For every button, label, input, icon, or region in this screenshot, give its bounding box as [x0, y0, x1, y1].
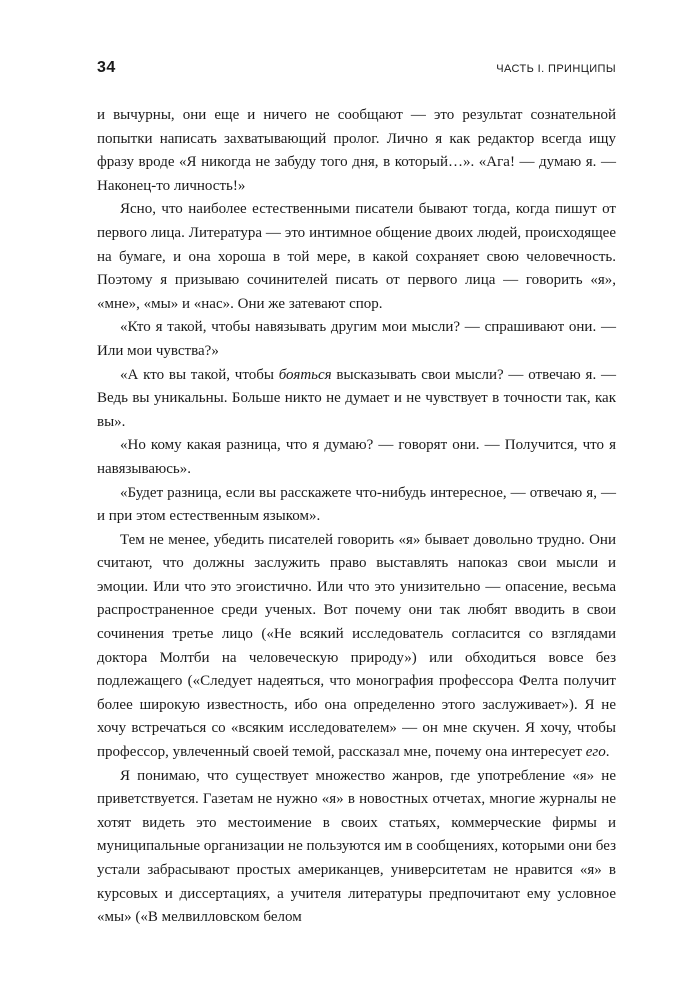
text-run: «Кто я такой, чтобы навязывать другим мои мысли? — спрашивают они. — Или мои чувства?»: [97, 319, 616, 359]
italic-text-run: бояться: [278, 366, 332, 383]
paragraph: [97, 482, 616, 529]
page-number: 34: [97, 59, 116, 76]
page-header: [97, 58, 616, 80]
text-run: и вычурны, они еще и ничего не сообщают — это результат сознательной попытки написать захватывающий пролог. Лично я как редактор всегда ищу фразу вроде «Я никогда не забуду того дня, в который…». «Ага! — думаю я. — Наконец-то личность!»: [97, 107, 616, 194]
text-run: Ясно, что наиболее естественными писатели бывают тогда, когда пишут от первого лица. Литература — это интимное общение двоих людей, происходящее на бумаге, и она хороша в той мере, в какой сохраняет свою человечность. Поэтому я призываю сочинителей писать от первого лица — говорить «я», «мне», «мы» и «нас». Они же затевают спор.: [97, 201, 616, 312]
text-run: высказывать свои мысли? — отвечаю я. — Ведь вы уникальны. Больше никто не думает и не чувствует в точности так, как вы».: [97, 366, 616, 430]
text-run: «Но кому какая разница, что я думаю? — говорят они. — Получится, что я навязываюсь».: [97, 437, 616, 477]
text-run: Тем не менее, убедить писателей говорить «я» бывает довольно трудно. Они считают, что должны заслужить право выставлять напоказ свои мысли и эмоции. Или что это эгоистично. Или что это унизительно — опасение, весьма распространенное среди ученых. Вот почему они так любят вводить в свои сочинения третье лицо («Не всякий исследователь согласится со взглядами доктора Молтби на человеческую природу») или обходиться вовсе без подлежащего («Следует надеяться, что монография профессора Фелта получит более широкую известность, ибо она определенно этого заслуживает»). Я не хочу встречаться со «всяким исследователем» — он мне скучен. Я хочу, чтобы профессор, увлеченный своей темой, рассказал мне, почему она интересует: [97, 531, 616, 761]
running-head: ЧАСТЬ I. ПРИНЦИПЫ: [496, 63, 616, 75]
text-run: Я понимаю, что существует множество жанров, где употребление «я» не приветствуется. Газетам не нужно «я» в новостных отчетах, многие журналы не хотят видеть это местоимение в своих статьях, коммерческие фирмы и муниципальные организации не пользуются им в сообщениях, которыми они без устали забрасывают простых американцев, университетам не нравится «я» в курсовых и диссертациях, а учителя литературы предпочитают ему условное «мы» («В мелвилловском белом: [97, 767, 616, 926]
paragraph: [97, 434, 616, 481]
paragraph: [97, 765, 616, 930]
paragraph: [97, 316, 616, 363]
paragraph: [97, 104, 616, 198]
body-text: [97, 104, 616, 930]
text-run: «А кто вы такой, чтобы: [120, 366, 279, 383]
paragraph: [97, 364, 616, 435]
text-run: .: [605, 744, 610, 761]
italic-text-run: его: [585, 744, 606, 761]
paragraph: [97, 529, 616, 765]
text-run: «Будет разница, если вы расскажете что-нибудь интересное, — отвечаю я, — и при этом естественным языком».: [97, 484, 616, 525]
paragraph: [97, 198, 616, 316]
